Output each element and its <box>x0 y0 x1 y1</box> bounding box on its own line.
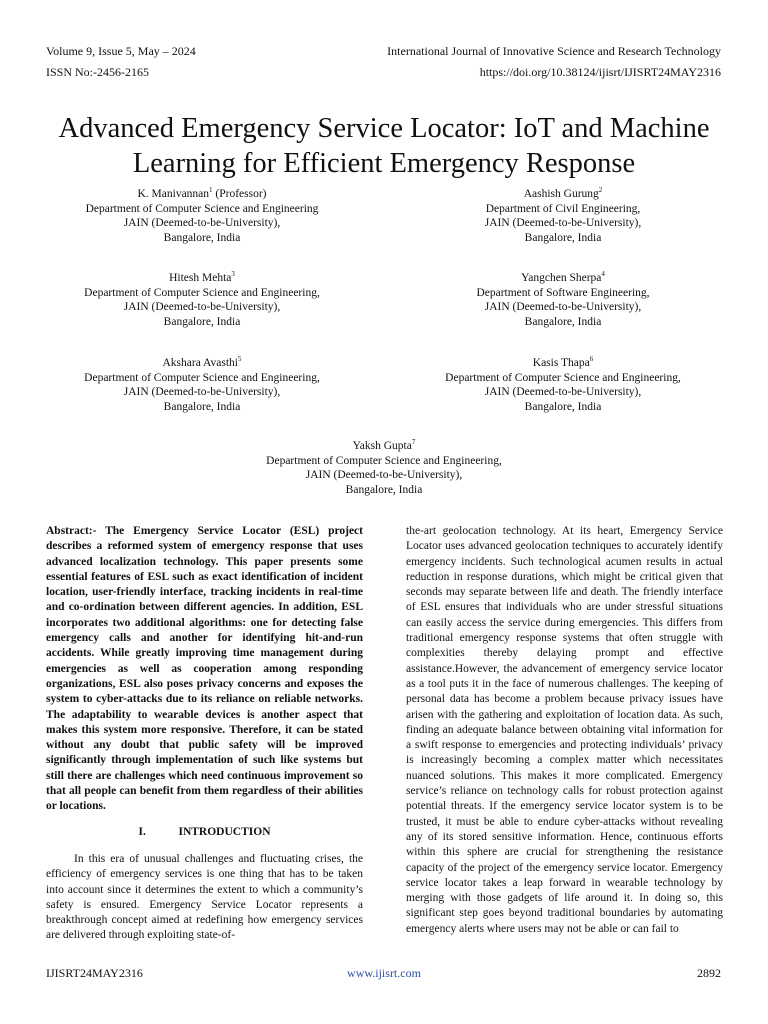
author-block-4 <box>398 271 728 329</box>
author-name: Kasis Thapa$^6$ <box>532 355 594 369</box>
author-name: K. Manivannan$^1$ (Professor) <box>137 186 267 200</box>
author-university: JAIN (Deemed-to-be-University), <box>305 469 463 482</box>
author-university: JAIN (Deemed-to-be-University), <box>484 386 642 399</box>
author-name: Aashish Gurung$^2$ <box>523 186 603 200</box>
header-doi-link[interactable]: https://doi.org/10.38124/ijisrt/IJISRT24MAY2316 <box>479 65 721 79</box>
author-university: JAIN (Deemed-to-be-University), <box>123 386 281 399</box>
intro-paragraph-continued: the-art geolocation technology. At its heart, Emergency Service Locator uses advanced geolocation techniques to accurately identify emergency incidents. Such technological acumen results in actual reduction in response durations, which might be critical given that seconds may separate between life and death. The friendly interface of ESL ensures that individuals who are under stressful situations can easily access the service during emergencies. This differs from traditional emergency response systems that often struggle with complexities thereby delaying prompt and effective assistance.However, the advancement of emergency service locator as a tool puts it in the face of numerous challenges. The keeping of personal data has become a problem because privacy issues have arisen with the gathering and exploitation of location data. As such, finding an adequate balance between obtaining vital information for a swift response to emergencies and protecting individuals’ privacy is increasingly becoming a complex matter which necessitates nuanced solutions. This makes it more complicated. Emergency service’s reliance on technology calls for robust protection against potential threats. If the emergency service locator system is to be trusted, it must be able to endure cyber-attacks without revealing any of its stored sensitive information. Hence, continuous efforts within this sphere are crucial for strengthening the resistance capacity of the project of the emergency service locator. Emergency service locator takes a leap forward in wearable technology by merging with those gadgets of life around it. In doing so, this significant step goes beyond traditional boundaries by automating emergency alerts where users may not be able or can fail to <box>406 525 723 935</box>
section-heading-introduction: I. INTRODUCTION <box>138 825 271 838</box>
author-department: Department of Computer Science and Engineering, <box>266 454 502 467</box>
author-block-2 <box>398 187 728 245</box>
header-journal: International Journal of Innovative Science and Research Technology <box>387 44 721 58</box>
author-city: Bangalore, India <box>163 315 241 328</box>
author-city: Bangalore, India <box>524 231 602 244</box>
footer-paper-id: IJISRT24MAY2316 <box>46 966 143 980</box>
abstract: Abstract:- The Emergency Service Locator (ESL) project describes a reformed system of emergency response that uses advanced localization technology. This paper presents some essential features of ESL such as exact identification of incident location, user-friendly interface, tracking incidents in real-time and co-ordination between different agencies. In addition, ESL incorporates two additional algorithms: one for detecting false emergency calls and another for identifying hit-and-run accidents. While greatly improving time management during emergencies as well as cooperation among responding organizations, ESL also poses privacy concerns and exposes the system to cyber-attacks due to its reliance on reliable networks. The adaptability to wearable devices is another aspect that makes this system more responsive. Therefore, it can be stated without any doubt that public safety will be improved significantly through implementation of such like systems but still there are challenges which need continuous improvement so that all people can benefit from them regardless of their abilities or locations. <box>46 525 363 813</box>
header-issn: ISSN No:-2456-2165 <box>46 65 150 79</box>
author-department: Department of Civil Engineering, <box>485 202 641 215</box>
author-block-5 <box>37 356 367 414</box>
author-department: Department of Computer Science and Engineering, <box>84 371 320 384</box>
author-block-1 <box>37 187 367 245</box>
intro-paragraph: In this era of unusual challenges and fluctuating crises, the efficiency of emergency services is one thing that has to be taken into account since it determines the extent to which a community’s safety is ensured. Emergency Service Locator represents a breakthrough concept aimed at redefining how emergency services are delivered through exploiting state-of- <box>46 852 363 942</box>
author-department: Department of Computer Science and Engineering <box>85 202 319 215</box>
author-name: Hitesh Mehta$^3$ <box>169 270 235 284</box>
author-name: Akshara Avasthi$^5$ <box>162 355 242 369</box>
author-city: Bangalore, India <box>345 483 423 496</box>
paper-title: Advanced Emergency Service Locator: IoT and Machine Learning for Efficient Emergency Response <box>58 113 710 180</box>
author-block-3 <box>37 271 367 329</box>
author-city: Bangalore, India <box>524 400 602 413</box>
left-column <box>46 524 363 944</box>
author-university: JAIN (Deemed-to-be-University), <box>484 217 642 230</box>
author-name: Yangchen Sherpa$^4$ <box>521 270 605 284</box>
author-block-7 <box>219 439 549 497</box>
author-university: JAIN (Deemed-to-be-University), <box>484 301 642 314</box>
author-block-6 <box>398 356 728 414</box>
author-university: JAIN (Deemed-to-be-University), <box>123 217 281 230</box>
footer-page-number: 2892 <box>697 966 721 980</box>
author-department: Department of Computer Science and Engineering, <box>445 371 681 384</box>
footer-website-link[interactable]: www.ijisrt.com <box>347 966 421 980</box>
author-city: Bangalore, India <box>163 400 241 413</box>
author-city: Bangalore, India <box>524 315 602 328</box>
author-name: Yaksh Gupta$^7$ <box>352 438 416 452</box>
author-department: Department of Computer Science and Engineering, <box>84 286 320 299</box>
right-column <box>406 524 723 937</box>
author-department: Department of Software Engineering, <box>476 286 650 299</box>
author-city: Bangalore, India <box>163 231 241 244</box>
author-university: JAIN (Deemed-to-be-University), <box>123 301 281 314</box>
header-volume: Volume 9, Issue 5, May – 2024 <box>46 44 196 58</box>
